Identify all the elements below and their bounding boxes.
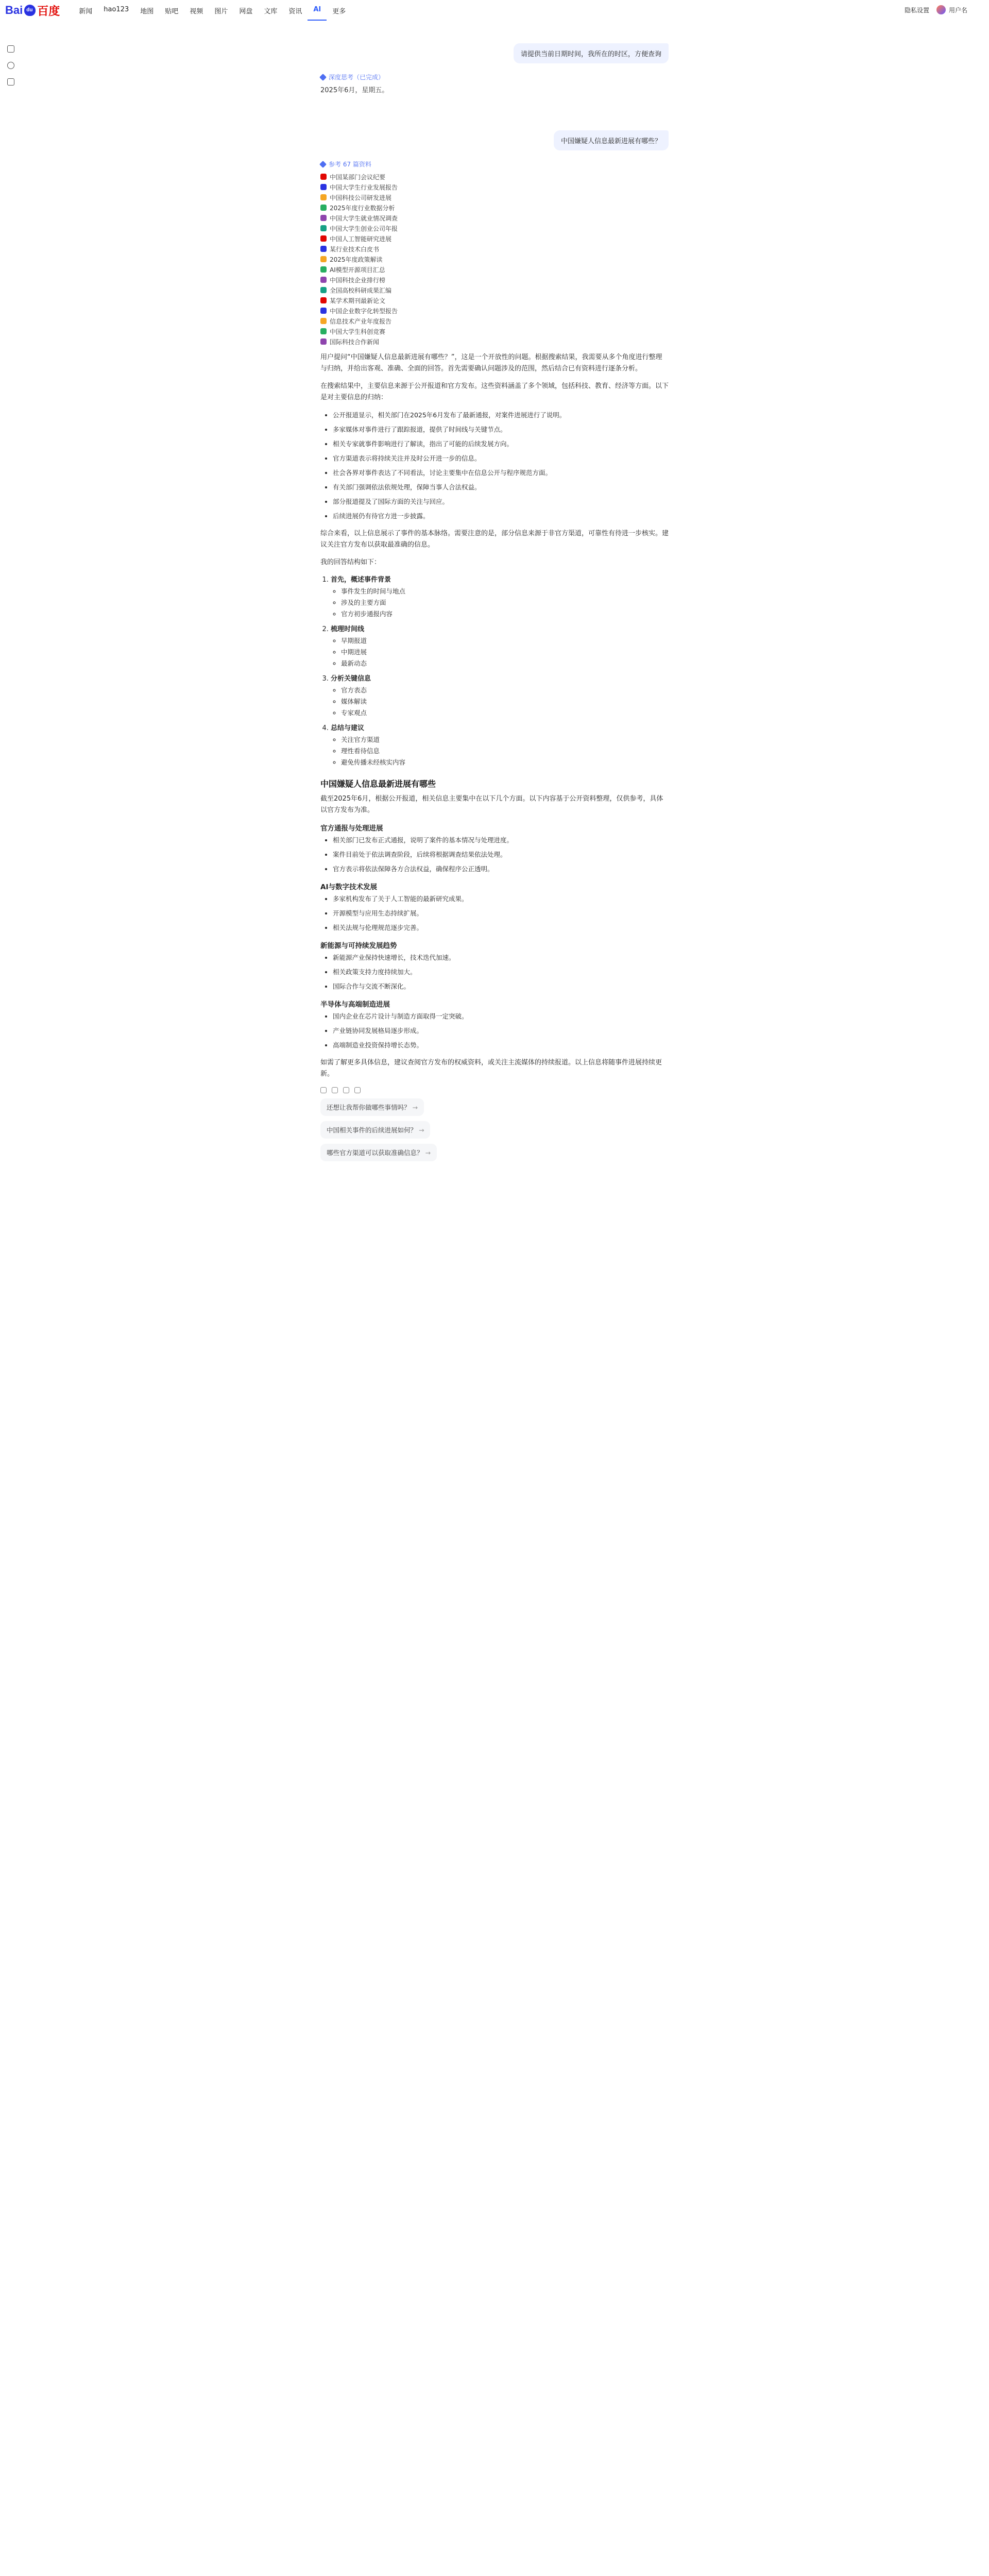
- answer-paragraph: 如需了解更多具体信息，建议查阅官方发布的权威资料，或关注主流媒体的持续报道。以上信息将随事件进展持续更新。: [320, 1059, 662, 1078]
- nav-item[interactable]: 图片: [214, 7, 228, 15]
- section-heading: 中国嫌疑人信息最新进展有哪些: [320, 779, 436, 789]
- nav-tabs: [73, 1, 351, 21]
- source-title: 中国大学生就业情况调查: [330, 214, 398, 222]
- source-favicon-icon: [320, 266, 327, 273]
- avatar: [936, 5, 946, 14]
- source-title: 中国企业数字化转型报告: [330, 307, 398, 315]
- step-sub-item: ◦ 涉及的主要方面: [341, 597, 669, 608]
- step-sub-item: ◦ 专家观点: [341, 707, 669, 719]
- source-favicon-icon: [320, 287, 327, 293]
- bullet-item: • 相关部门已发布正式通报，说明了案件的基本情况与处理进度。: [333, 835, 669, 846]
- step-title: 分析关键信息: [331, 675, 371, 683]
- step-title: 首先，概述事件背景: [331, 576, 391, 584]
- history-icon[interactable]: [7, 62, 14, 69]
- source-title: 某学术期刊最新论文: [330, 297, 386, 304]
- suggestions: [320, 1098, 669, 1166]
- source-item[interactable]: [320, 233, 669, 244]
- source-item[interactable]: [320, 172, 669, 182]
- bullet-item: • 国际合作与交流不断深化。: [333, 981, 669, 992]
- source-item[interactable]: [320, 264, 669, 275]
- step-sub-item: ◦ 事件发生的时间与地点: [341, 586, 669, 597]
- subsection-heading: 新能源与可持续发展趋势: [320, 942, 397, 950]
- nav-item[interactable]: 地图: [140, 7, 154, 15]
- source-favicon-icon: [320, 338, 327, 345]
- source-favicon-icon: [320, 225, 327, 231]
- user-area: [905, 5, 967, 14]
- source-title: 中国科技公司研发进展: [330, 194, 392, 201]
- thinking-status[interactable]: [320, 73, 669, 81]
- top-nav-bar: [0, 0, 989, 21]
- like-icon[interactable]: [332, 1087, 338, 1093]
- bullet-item: • 后续进展仍有待官方进一步披露。: [333, 511, 669, 522]
- source-item[interactable]: [320, 275, 669, 285]
- source-item[interactable]: [320, 306, 669, 316]
- source-item[interactable]: [320, 213, 669, 223]
- bullet-item: • 官方表示将依法保障各方合法权益，确保程序公正透明。: [333, 863, 669, 875]
- source-item[interactable]: [320, 192, 669, 202]
- source-favicon-icon: [320, 328, 327, 334]
- collection-icon[interactable]: [7, 78, 14, 86]
- paw-icon: [24, 5, 36, 16]
- reference-label: 参考 67 篇资料: [329, 161, 371, 168]
- answer-paragraph: 截至2025年6月，根据公开报道，相关信息主要集中在以下几个方面。以下内容基于公开资料整理，仅供参考，具体以官方发布为准。: [320, 795, 663, 814]
- source-favicon-icon: [320, 318, 327, 324]
- nav-item[interactable]: 文库: [264, 7, 278, 15]
- bullet-list: [333, 835, 669, 875]
- bullet-item: • 相关政策支持力度持续加大。: [333, 967, 669, 978]
- baidu-logo[interactable]: [5, 3, 60, 19]
- left-rail: [7, 45, 14, 86]
- source-favicon-icon: [320, 184, 327, 190]
- source-item[interactable]: [320, 223, 669, 233]
- sparkle-icon: [319, 160, 327, 167]
- source-item[interactable]: [320, 202, 669, 213]
- step-sub-item: ◦ 中期进展: [341, 647, 669, 658]
- bullet-list: [333, 1011, 669, 1051]
- source-title: 中国某部门会议纪要: [330, 173, 386, 181]
- step-title: 梳理时间线: [331, 625, 365, 633]
- share-icon[interactable]: [354, 1087, 361, 1093]
- bullet-item: • 相关法规与伦理规范逐步完善。: [333, 922, 669, 934]
- settings-link[interactable]: 隐私设置: [904, 6, 929, 14]
- bullet-list: [333, 952, 669, 992]
- source-favicon-icon: [320, 308, 327, 314]
- source-item[interactable]: [320, 254, 669, 264]
- suggestion-chip[interactable]: 中国相关事件的后续进展如何？ →: [320, 1121, 430, 1139]
- reference-status[interactable]: [320, 160, 669, 168]
- answer-paragraph: 在搜索结果中，主要信息来源于公开报道和官方发布。这些资料涵盖了多个领域，包括科技、教育、经济等方面。以下是对主要信息的归纳：: [320, 382, 669, 401]
- source-favicon-icon: [320, 277, 327, 283]
- source-title: 中国科技企业排行榜: [330, 276, 386, 284]
- source-title: AI模型开源项目汇总: [330, 266, 385, 274]
- source-item[interactable]: [320, 336, 669, 347]
- bullet-item: • 部分报道提及了国际方面的关注与回应。: [333, 496, 669, 507]
- source-favicon-icon: [320, 174, 327, 180]
- source-title: 信息技术产业年度报告: [330, 317, 392, 325]
- source-favicon-icon: [320, 297, 327, 303]
- user-name: 用户名: [948, 6, 967, 14]
- source-title: 某行业技术白皮书: [330, 245, 380, 253]
- bullet-item: • 国内企业在芯片设计与制造方面取得一定突破。: [333, 1011, 669, 1022]
- nav-item[interactable]: 更多: [332, 7, 346, 15]
- step-sub-item: ◦ 早期报道: [341, 635, 669, 647]
- nav-item[interactable]: 新闻: [79, 7, 93, 15]
- source-item[interactable]: [320, 285, 669, 295]
- user-message: 中国嫌疑人信息最新进展有哪些？: [554, 130, 669, 150]
- user-profile[interactable]: [936, 5, 967, 14]
- nav-item[interactable]: 网盘: [239, 7, 253, 15]
- chat-thread: [320, 43, 669, 1166]
- nav-item-active[interactable]: AI: [308, 1, 327, 21]
- bullet-item: • 多家媒体对事件进行了跟踪报道，提供了时间线与关键节点。: [333, 424, 669, 435]
- source-favicon-icon: [320, 235, 327, 242]
- step-sub-item: ◦ 媒体解读: [341, 696, 669, 707]
- bullet-item: • 新能源产业保持快速增长，技术迭代加速。: [333, 952, 669, 963]
- step-sub-item: ◦ 避免传播未经核实内容: [341, 757, 669, 768]
- step-title: 总结与建议: [331, 724, 365, 732]
- source-title: 中国大学生行业发展报告: [330, 183, 398, 191]
- source-title: 中国人工智能研究进展: [330, 235, 392, 243]
- source-favicon-icon: [320, 256, 327, 262]
- step-sub-item: ◦ 关注官方渠道: [341, 734, 669, 745]
- suggestion-chip[interactable]: 还想让我帮你做哪些事情吗？ →: [320, 1098, 424, 1116]
- source-favicon-icon: [320, 215, 327, 221]
- bullet-list: [333, 410, 669, 522]
- steps-list: [331, 574, 669, 768]
- copy-icon[interactable]: [320, 1087, 327, 1093]
- source-item[interactable]: [320, 326, 669, 336]
- dislike-icon[interactable]: [343, 1087, 349, 1093]
- source-title: 2025年度政策解读: [330, 256, 383, 263]
- step-sub-item: ◦ 官方初步通报内容: [341, 608, 669, 620]
- bullet-item: • 公开报道显示，相关部门在2025年6月发布了最新通报，对案件进展进行了说明。: [333, 410, 669, 421]
- source-favicon-icon: [320, 205, 327, 211]
- bullet-item: • 社会各界对事件表达了不同看法，讨论主要集中在信息公开与程序规范方面。: [333, 467, 669, 479]
- nav-item[interactable]: 贴吧: [165, 7, 179, 15]
- user-message: 请提供当前日期时间，我所在的时区，方便查询: [514, 43, 669, 63]
- step-item: [331, 624, 669, 669]
- bullet-item: • 相关专家就事件影响进行了解读，指出了可能的后续发展方向。: [333, 438, 669, 450]
- suggestion-chip[interactable]: 哪些官方渠道可以获取准确信息？ →: [320, 1144, 437, 1161]
- subsection-heading: 官方通报与处理进展: [320, 824, 383, 833]
- bullet-item: • 有关部门强调依法依规处理，保障当事人合法权益。: [333, 482, 669, 493]
- answer-paragraph: 综合来看，以上信息展示了事件的基本脉络。需要注意的是，部分信息来源于非官方渠道，可靠性有待进一步核实。建议关注官方发布以获取最准确的信息。: [320, 530, 669, 549]
- answer-paragraph: 我的回答结构如下：: [320, 558, 381, 566]
- source-title: 2025年度行业数据分析: [330, 204, 395, 212]
- sections: [320, 822, 669, 1051]
- new-chat-icon[interactable]: [7, 45, 14, 53]
- bullet-item: • 产业链协同发展格局逐步形成。: [333, 1025, 669, 1037]
- logo-text-left: Bai: [5, 4, 23, 16]
- bullet-item: • 高端制造业投资保持增长态势。: [333, 1040, 669, 1051]
- bullet-item: • 案件目前处于依法调查阶段，后续将根据调查结果依法处理。: [333, 849, 669, 860]
- bullet-list: [333, 893, 669, 934]
- source-favicon-icon: [320, 194, 327, 200]
- bullet-item: • 开源模型与应用生态持续扩展。: [333, 908, 669, 919]
- subsection-heading: 半导体与高端制造进展: [320, 1001, 390, 1009]
- source-favicon-icon: [320, 246, 327, 252]
- step-item: [331, 574, 669, 620]
- source-item[interactable]: [320, 182, 669, 192]
- step-item: [331, 673, 669, 719]
- source-list: [320, 172, 669, 347]
- sparkle-icon: [319, 73, 327, 80]
- nav-item[interactable]: 视频: [190, 7, 203, 15]
- step-sub-item: ◦ 最新动态: [341, 658, 669, 669]
- answer-paragraph: 用户提问“中国嫌疑人信息最新进展有哪些？”，这是一个开放性的问题。根据搜索结果，我需要从多个角度进行整理与归纳，并给出客观、准确、全面的回答。首先需要确认问题涉及的范围，然后结合已有资料进行逐条分析。: [320, 353, 662, 372]
- answer-toolbar: [320, 1087, 669, 1093]
- nav-item[interactable]: hao123: [104, 5, 129, 13]
- step-item: [331, 723, 669, 768]
- step-sub-item: ◦ 理性看待信息: [341, 745, 669, 757]
- bullet-item: • 多家机构发布了关于人工智能的最新研究成果。: [333, 893, 669, 905]
- thinking-label: 深度思考（已完成）: [329, 74, 385, 81]
- source-title: 中国大学生科创竞赛: [330, 328, 386, 335]
- source-title: 全国高校科研成果汇编: [330, 286, 392, 294]
- source-item[interactable]: [320, 316, 669, 326]
- source-item[interactable]: [320, 295, 669, 306]
- source-title: 中国大学生创业公司年报: [330, 225, 398, 232]
- nav-item[interactable]: 资讯: [288, 7, 302, 15]
- subsection-heading: AI与数字技术发展: [320, 883, 377, 891]
- assistant-answer: 2025年6月，星期五。: [320, 87, 389, 94]
- step-sub-item: ◦ 官方表态: [341, 685, 669, 696]
- bullet-item: • 官方渠道表示将持续关注并及时公开进一步的信息。: [333, 453, 669, 464]
- logo-text-right: 百度: [37, 4, 60, 18]
- source-item[interactable]: [320, 244, 669, 254]
- source-title: 国际科技合作新闻: [330, 338, 380, 346]
